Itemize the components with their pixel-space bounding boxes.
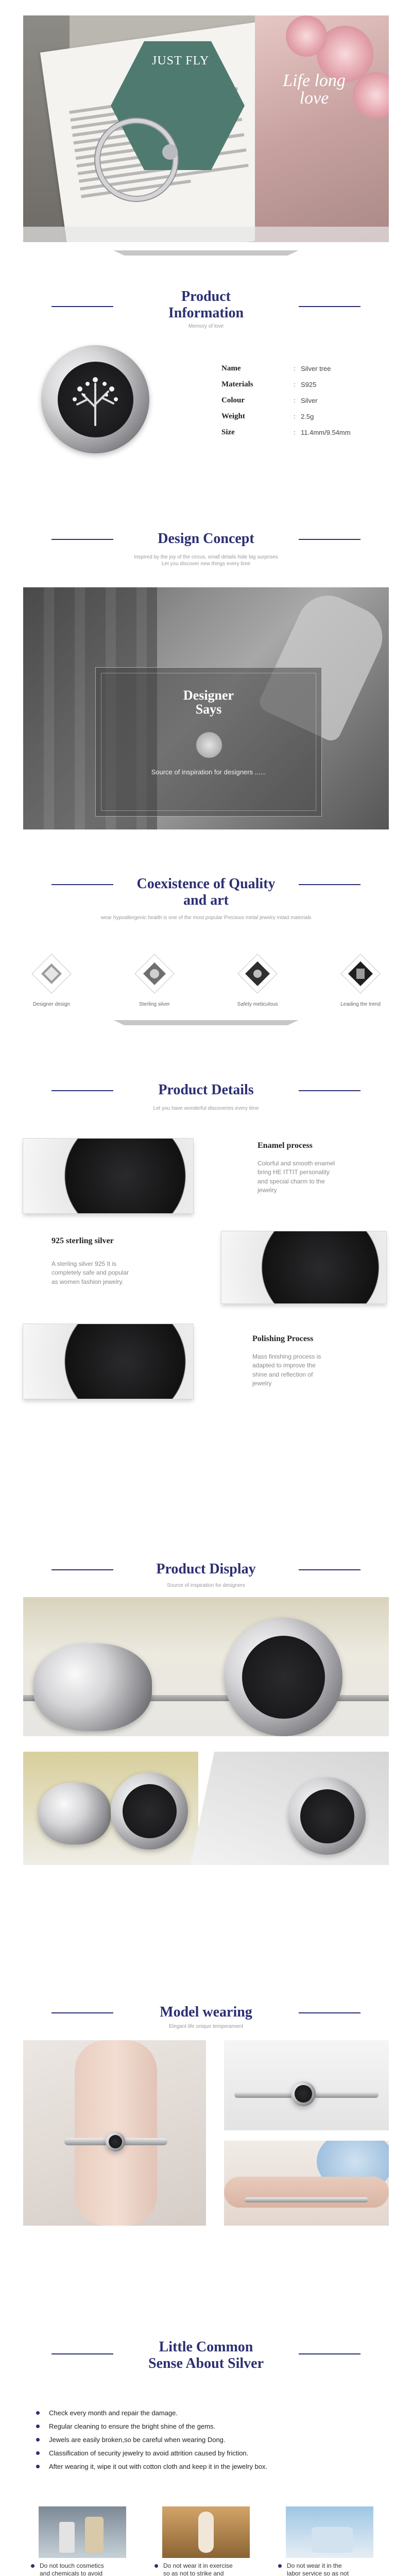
feature-item: Sterling silver <box>124 953 185 1007</box>
care-item: Do not wear it in exercise so as not to strike and <box>154 2506 258 2576</box>
design-icon <box>31 953 72 994</box>
cosmetics-photo <box>39 2506 126 2558</box>
header-line-left <box>52 1090 113 1091</box>
header-line-right <box>299 1090 360 1091</box>
enamel-detail-image <box>23 1139 193 1213</box>
silver-title: 925 sterling silver <box>52 1236 114 1245</box>
trend-icon <box>340 953 381 994</box>
section-divider <box>113 1020 299 1025</box>
header-line-right <box>299 2012 360 2013</box>
product-information-section <box>0 289 412 436</box>
silver-icon <box>134 953 175 994</box>
enamel-title: Enamel process <box>258 1141 313 1150</box>
designer-says-title: Designer Says <box>183 688 234 717</box>
spec-row: Materials : S925 <box>221 380 317 388</box>
enamel-description: Colorful and smooth enamel bring HE ITTIT personality and special charm to the jewelry <box>258 1160 335 1194</box>
tree-bead <box>106 2132 125 2151</box>
display-photo-1 <box>23 1597 389 1736</box>
design-concept-image <box>23 587 389 829</box>
header-line-left <box>52 884 113 885</box>
care-tip: Check every month and repair the damage. <box>36 2406 267 2419</box>
section-subtitle: Let you have wonderful discoveries every time <box>153 1106 259 1112</box>
header-line-right <box>299 2353 360 2354</box>
section-subtitle: wear hypoallergenic health is one of the most popular Precious metal jewelry inlaid materials <box>100 915 312 921</box>
feature-item: Designer design <box>21 953 82 1007</box>
care-item: Do not touch cosmetics and chemicals to avoid <box>31 2506 134 2576</box>
care-tip: Classification of security jewelry to avoid attrition caused by friction. <box>36 2446 267 2460</box>
section-subtitle: Memory of love <box>188 324 224 330</box>
bracelet-ring <box>95 118 178 201</box>
display-photo-2 <box>23 1752 198 1865</box>
display-photo-3 <box>191 1752 389 1865</box>
care-tip: After wearing it, wipe it out with cotton cloth and keep it in the jewelry box. <box>36 2460 267 2473</box>
designer-says-box <box>95 667 322 817</box>
model-wrist-photo <box>23 2040 206 2226</box>
section-title: Design Concept <box>158 531 254 547</box>
section-subtitle: Source of inspiration for designers <box>167 1583 245 1589</box>
section-subtitle: Inspired by the joy of the circus, small details hide big surprises <box>134 554 278 561</box>
section-title: Little Common Sense About Silver <box>148 2339 264 2372</box>
section-title: Product Display <box>156 1561 256 1577</box>
hero-bottom-strip <box>23 227 389 242</box>
silver-detail-image <box>221 1231 386 1303</box>
header-line-right <box>299 539 360 540</box>
specs-table <box>221 361 351 440</box>
heart-bead <box>39 1783 111 1844</box>
tree-bead <box>111 1772 188 1850</box>
tree-bead <box>41 345 149 453</box>
tree-seal-icon <box>196 732 222 758</box>
spec-row: Name : Silver tree <box>221 364 331 372</box>
section-subtitle: Let you discover new things every time <box>161 561 251 567</box>
care-tips-list <box>36 2406 267 2473</box>
feature-item: Leading the trend <box>330 953 391 1007</box>
design-concept-section <box>0 531 412 776</box>
care-warnings <box>31 2506 381 2576</box>
exercise-photo <box>162 2506 250 2558</box>
bracelet-charm <box>162 144 178 160</box>
tree-of-life-icon <box>64 368 126 430</box>
coexistence-section <box>0 876 412 1007</box>
spec-row: Size : 11.4mm/9.54mm <box>221 428 351 436</box>
header-line-right <box>299 306 360 307</box>
section-title: Coexistence of Quality and art <box>136 876 276 909</box>
section-divider <box>113 250 299 256</box>
section-title: Product Details <box>158 1082 254 1098</box>
product-details-section <box>0 1082 412 1387</box>
tree-bead <box>224 1618 342 1736</box>
tree-bead <box>288 1777 366 1855</box>
model-flowers-photo <box>224 2141 389 2226</box>
header-line-left <box>52 306 113 307</box>
header-line-right <box>299 1569 360 1570</box>
hero-paper-title: JUST FLY <box>152 54 210 67</box>
model-bracelet-photo <box>224 2040 389 2130</box>
product-display-section <box>0 1561 412 1588</box>
polish-description: Mass finishing process is adapted to improve the shine and reflection of jewelry <box>252 1353 321 1387</box>
labor-photo <box>286 2506 373 2558</box>
header-line-right <box>299 884 360 885</box>
silver-care-section <box>0 2339 412 2576</box>
header-line-left <box>52 2353 113 2354</box>
care-tip: Regular cleaning to ensure the bright shine of the gems. <box>36 2419 267 2433</box>
header-line-left <box>52 539 113 540</box>
designer-says-text: Source of inspiration for designers ...... <box>151 768 266 776</box>
hero-image <box>23 15 389 242</box>
safety-icon <box>237 953 278 994</box>
header-line-left <box>52 2012 113 2013</box>
flower-image <box>286 15 327 57</box>
tree-bead <box>291 2081 316 2106</box>
header-line-left <box>52 1569 113 1570</box>
polish-title: Polishing Process <box>252 1334 314 1343</box>
silver-description: A sterling silver 925 It is completely safe and popular as women fashion jewelry. <box>52 1260 129 1285</box>
product-image <box>41 345 149 453</box>
care-item: Do not wear it in the labor service so as not <box>278 2506 381 2576</box>
hero-card-text: Life long love <box>283 71 346 108</box>
feature-item: Safety meticulous <box>227 953 288 1007</box>
section-subtitle: Elegant life unique temperament <box>169 2024 243 2030</box>
spec-row: Weight : 2.5g <box>221 412 314 420</box>
section-title: Model wearing <box>160 2004 252 2020</box>
model-wearing-section <box>0 2004 412 2029</box>
spec-row: Colour : Silver <box>221 396 318 404</box>
feature-icons-row <box>21 953 391 1007</box>
section-title: Product Information <box>168 289 244 321</box>
care-tip: Jewels are easily broken,so be careful when wearing Dong. <box>36 2433 267 2446</box>
polish-detail-image <box>23 1324 193 1399</box>
heart-bead <box>33 1643 152 1731</box>
